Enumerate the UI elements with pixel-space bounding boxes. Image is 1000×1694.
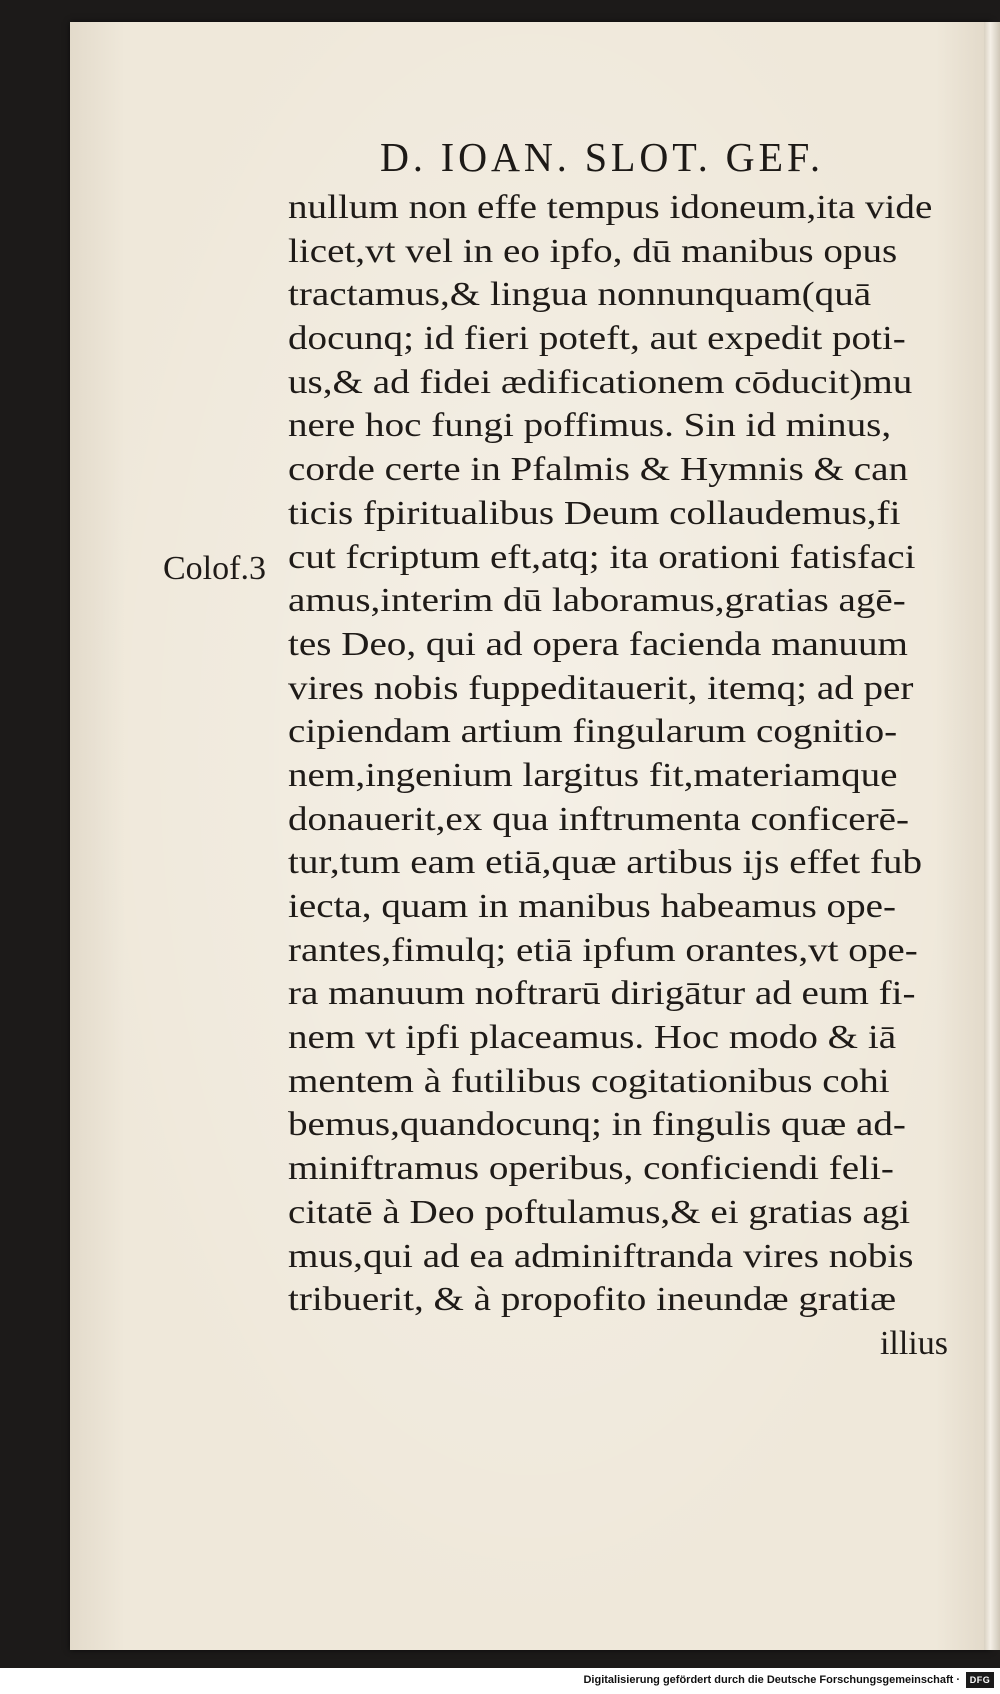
text-line: licet,vt vel in eo ipfo, dū manibus opus (288, 232, 898, 270)
text-line: tribuerit, & à propofito ineundæ gratiæ (288, 1281, 897, 1319)
text-line: amus,interim dū laboramus,gratias agē- (288, 582, 906, 620)
text-line: corde certe in Pfalmis & Hymnis & can (288, 451, 909, 489)
footer-credit: Digitalisierung gefördert durch die Deutsche Forschungsgemeinschaft · (583, 1674, 960, 1686)
text-line: mus,qui ad ea adminiftranda vires nobis (288, 1237, 914, 1275)
text-line: nere hoc fungi poffimus. Sin id minus, (288, 407, 892, 445)
text-line: nem,ingenium largitus fit,materiamque (288, 756, 898, 794)
text-line: tractamus,& lingua nonnunquam(quā (288, 276, 872, 314)
text-line: miniftramus operibus, conficiendi feli- (288, 1150, 894, 1188)
text-line: donauerit,ex qua inftrumenta conficerē- (288, 800, 909, 838)
text-line: cut fcriptum eft,atq; ita orationi fatisfaci (288, 538, 916, 576)
text-line: mentem à futilibus cogitationibus cohi (288, 1062, 890, 1100)
text-line: cipiendam artium fingularum cognitio- (288, 713, 898, 751)
text-line: rantes,fimulq; etiā ipfum orantes,vt ope- (288, 931, 918, 969)
text-line: vires nobis fuppeditauerit, itemq; ad per (288, 669, 914, 707)
text-line: ra manuum noftrarū dirigātur ad eum fi- (288, 975, 916, 1013)
catchword: illius (879, 1324, 948, 1362)
body-text (288, 186, 953, 1366)
text-line: citatē à Deo poftulamus,& ei gratias agi (288, 1193, 911, 1231)
text-line: bemus,quandocunq; in fingulis quæ ad- (288, 1106, 906, 1144)
text-line: docunq; id fieri poteft, aut expedit poti- (288, 320, 906, 358)
dfg-logo: DFG (966, 1672, 994, 1688)
margin-note: Colof.3 (163, 550, 266, 587)
text-line: tur,tum eam etiā,quæ artibus ijs effet fub (288, 844, 923, 882)
text-line: tes Deo, qui ad opera facienda manuum (288, 625, 908, 663)
text-line: ticis fpiritualibus Deum collaudemus,fi (288, 494, 901, 532)
text-line: nem vt ipfi placeamus. Hoc modo & iā (288, 1019, 897, 1057)
running-head: D. IOAN. SLOT. GEF. (380, 134, 824, 180)
text-line: iecta, quam in manibus habeamus ope- (288, 888, 897, 925)
text-line: us,& ad fidei ædificationem cōducit)mu (288, 363, 913, 401)
text-line: nullum non effe tempus idoneum,ita vide (288, 189, 933, 226)
